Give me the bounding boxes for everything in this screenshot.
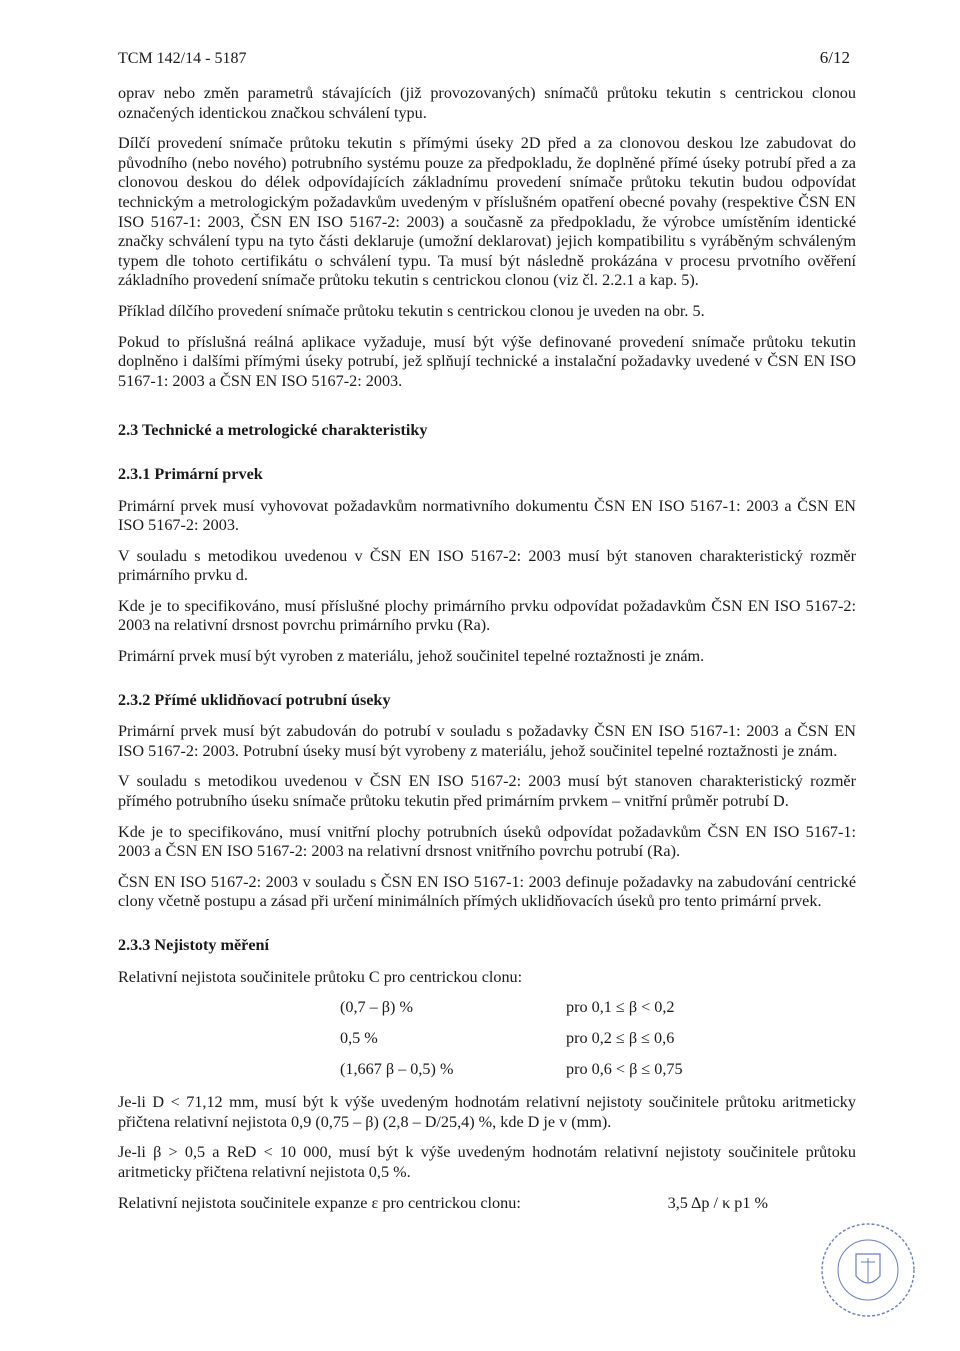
formula-condition: pro 0,6 < β ≤ 0,75 [566,1060,683,1079]
paragraph: Relativní nejistota součinitele průtoku C pro centrickou clonu: [118,967,523,986]
document-id: TCM 142/14 - 5187 [118,50,247,67]
paragraph: Je-li D < 71,12 mm, musí být k výše uvedeným hodnotám relativní nejistoty součinitele průtoku aritmeticky přičtena relativní nejistota 0,9 (0,75 – β) (2,8 – D/25,4) %, kde D je v (mm). [118,1093,856,1131]
paragraph: Kde je to specifikováno, musí vnitřní plochy potrubních úseků odpovídat požadavkům ČSN EN ISO 5167-1: 2003 a ČSN EN ISO 5167-2: 2003 na relativní drsnost vnitřního povrchu potrubí (Ra). [118,822,856,861]
expansion-expression: 3,5 Δp / κ p1 % [667,1193,768,1212]
page-header [118,48,856,68]
metrology-seal-stamp [816,1218,920,1322]
paragraph: Je-li β > 0,5 a ReD < 10 000, musí být k výše uvedeným hodnotám relativní nejistoty součinitele průtoku aritmeticky přičtena relativní nejistota 0,5 %. [118,1143,856,1181]
paragraph: Primární prvek musí vyhovovat požadavkům normativního dokumentu ČSN EN ISO 5167-1: 2003 a ČSN EN ISO 5167-2: 2003. [118,496,856,535]
formula-expression: (0,7 – β) % [340,998,413,1017]
page-number: 6/12 [819,48,850,67]
uncertainty-formulas [340,998,856,1079]
paragraph: Příklad dílčího provedení snímače průtoku tekutin s centrickou clonou je uveden na obr. 5. [118,301,705,320]
section-heading: 2.3 Technické a metrologické charakteristiky [118,421,428,440]
formula-expression: (1,667 β – 0,5) % [340,1060,454,1079]
paragraph: Dílčí provedení snímače průtoku tekutin s přímými úseky 2D před a za clonovou deskou lze zabudovat do původního (nebo nového) potrubního systému pouze za předpokladu, že doplněné přímé úseky potrubí před a za clonovou deskou do délek odpovídajících základnímu provedení snímače průtoku tekutin budou odpovídat technickým a metrologickým požadavkům uvedeným v příslušném opatření obecné povahy (respektive ČSN EN ISO 5167-1: 2003, ČSN EN ISO 5167-2: 2003) a současně za předpokladu, že výrobce umístěním identické značky schválení typu na tyto části deklaruje (umožní deklarovat) jejich kompatibilitu s vyráběným schváleným typem dle tohoto certifikátu o schválení typu. Ta musí být následně prokázána v procesu prvotního ověření základního provedení snímače průtoku tekutin s centrickou clonou (viz čl. 2.2.1 a kap. 5). [118,134,856,290]
paragraph: V souladu s metodikou uvedenou v ČSN EN ISO 5167-2: 2003 musí být stanoven charakteristický rozměr přímého potrubního úseku snímače průtoku tekutin před primárním prvkem – vnitřní průměr potrubí D. [118,772,856,811]
paragraph: oprav nebo změn parametrů stávajících (již provozovaných) snímačů průtoku tekutin s centrickou clonou označených identickou značkou schválení typu. [118,84,856,122]
paragraph: Pokud to příslušná reálná aplikace vyžaduje, musí být výše definované provedení snímače průtoku tekutin doplněno i dalšími přímými úseky potrubí, jež splňují technické a instalační požadavky uvedené v ČSN EN ISO 5167-1: 2003 a ČSN EN ISO 5167-2: 2003. [118,332,856,390]
paragraph: Kde je to specifikováno, musí příslušné plochy primárního prvku odpovídat požadavkům ČSN EN ISO 5167-2: 2003 na relativní drsnost povrchu primárního prvku (Ra). [118,596,856,635]
paragraph: Primární prvek musí být vyroben z materiálu, jehož součinitel tepelné roztažnosti je znám. [118,647,705,666]
formula-condition: pro 0,1 ≤ β < 0,2 [566,998,675,1017]
paragraph: ČSN EN ISO 5167-2: 2003 v souladu s ČSN EN ISO 5167-1: 2003 definuje požadavky na zabudování centrické clony včetně postupu a zásad při určení minimálních přímých uklidňovacích úseků pro tento primární prvek. [118,872,856,911]
paragraph: Primární prvek musí být zabudován do potrubí v souladu s požadavky ČSN EN ISO 5167-1: 2003 a ČSN EN ISO 5167-2: 2003. Potrubní úseky musí být vyrobeny z materiálu, jehož součinitel tepelné roztažnosti je znám. [118,722,856,760]
formula-expression: 0,5 % [340,1029,378,1048]
formula-condition: pro 0,2 ≤ β ≤ 0,6 [566,1029,675,1048]
subsection-heading: 2.3.2 Přímé uklidňovací potrubní úseky [118,690,391,709]
expansion-label: Relativní nejistota součinitele expanze ε pro centrickou clonu: [118,1193,521,1212]
subsection-heading: 2.3.3 Nejistoty měření [118,936,270,954]
paragraph: V souladu s metodikou uvedenou v ČSN EN ISO 5167-2: 2003 musí být stanoven charakteristický rozměr primárního prvku d. [118,546,856,585]
expansion-line [118,1194,856,1213]
subsection-heading: 2.3.1 Primární prvek [118,464,263,483]
